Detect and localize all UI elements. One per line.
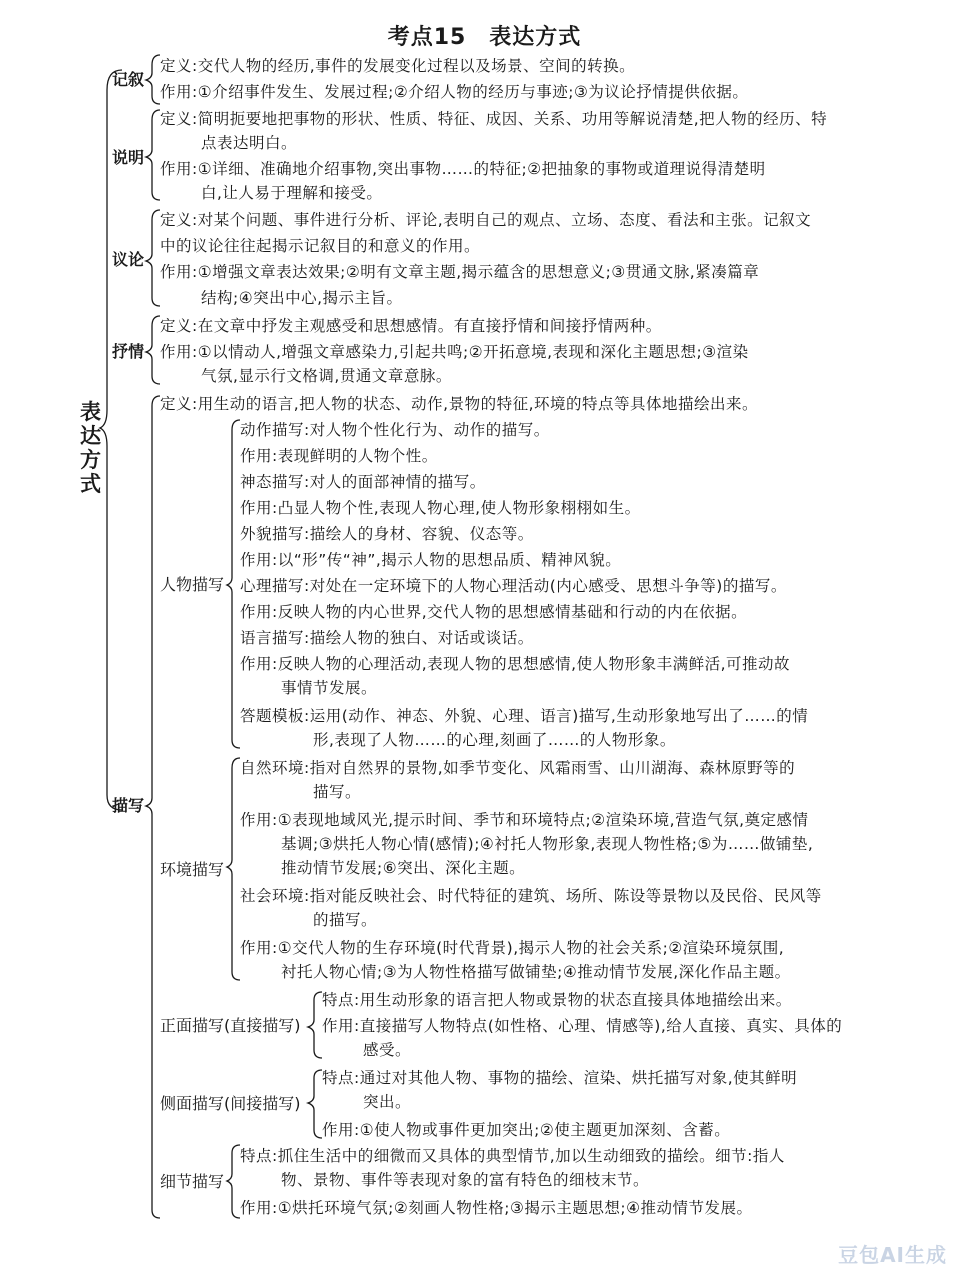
argument-label: 议论 xyxy=(112,250,145,269)
narration-label: 记叙 xyxy=(112,70,145,89)
direct-function-cont: 感受。 xyxy=(363,1041,412,1059)
indirect-feature-cont: 突出。 xyxy=(363,1093,412,1111)
natural-function-cont-1: 基调;③烘托人物心情(感情);④衬托人物形象,表现人物性格;⑤为……做铺垫, xyxy=(281,835,814,853)
exposition-definition: 定义:简明扼要地把事物的形状、性质、特征、成因、关系、功用等解说清楚,把人物的经历、特 xyxy=(160,110,828,128)
action-definition: 动作描写:对人物个性化行为、动作的描写。 xyxy=(240,421,550,439)
social-environment: 社会环境:指对能反映社会、时代特征的建筑、场所、陈设等景物以及民俗、民风等 xyxy=(240,887,822,905)
language-function-cont: 事情节发展。 xyxy=(281,679,378,697)
appearance-function: 作用:以“形”传“神”,揭示人物的思想品质、精神风貌。 xyxy=(240,551,622,569)
argument-bracket xyxy=(146,210,160,306)
language-definition: 语言描写:描绘人物的独白、对话或谈话。 xyxy=(240,629,534,647)
environment-label: 环境描写 xyxy=(160,860,225,879)
lyric-bracket xyxy=(146,316,160,384)
natural-function-cont-2: 推动情节发展;⑥突出、深化主题。 xyxy=(281,859,526,877)
exposition-bracket xyxy=(146,110,160,200)
narration-bracket xyxy=(146,55,160,104)
appearance-definition: 外貌描写:描绘人的身材、容貌、仪态等。 xyxy=(240,525,534,543)
character-label: 人物描写 xyxy=(160,575,225,594)
argument-definition: 定义:对某个问题、事件进行分析、评论,表明自己的观点、立场、态度、看法和主张。记叙文 xyxy=(160,211,812,229)
argument-definition-cont: 中的议论往往起揭示记叙目的和意义的作用。 xyxy=(160,237,481,255)
exposition-label: 说明 xyxy=(112,148,145,167)
environment-bracket xyxy=(227,758,240,980)
lyric-function-cont: 气氛,显示行文格调,贯通文章意脉。 xyxy=(201,367,452,385)
language-function: 作用:反映人物的心理活动,表现人物的思想感情,使人物形象丰满鲜活,可推动故 xyxy=(240,655,791,673)
expression-definition: 神态描写:对人的面部神情的描写。 xyxy=(240,473,486,491)
exposition-function: 作用:①详细、准确地介绍事物,突出事物……的特征;②把抽象的事物或道理说得清楚明 xyxy=(160,160,766,178)
character-bracket xyxy=(227,420,240,748)
argument-function: 作用:①增强文章表达效果;②明有文章主题,揭示蕴含的思想意义;③贯通文脉,紧凑篇章 xyxy=(160,263,760,281)
action-function: 作用:表现鲜明的人物个性。 xyxy=(240,447,438,465)
exposition-function-cont: 白,让人易于理解和接受。 xyxy=(201,184,383,202)
lyric-definition: 定义:在文章中抒发主观感受和思想感情。有直接抒情和间接抒情两种。 xyxy=(160,317,662,335)
lyric-function: 作用:①以情动人,增强文章感染力,引起共鸣;②开拓意境,表现和深化主题思想;③渲染 xyxy=(160,343,749,361)
lyric-label: 抒情 xyxy=(112,342,145,361)
root-label: 表达方式 xyxy=(80,400,101,496)
natural-environment-cont: 描写。 xyxy=(313,783,362,801)
description-definition: 定义:用生动的语言,把人物的状态、动作,景物的特征,环境的特点等具体地描绘出来。 xyxy=(160,395,759,413)
detail-label: 细节描写 xyxy=(160,1172,225,1191)
expression-function: 作用:凸显人物个性,表现人物心理,使人物形象栩栩如生。 xyxy=(240,499,641,517)
answer-template-cont: 形,表现了人物……的心理,刻画了……的人物形象。 xyxy=(313,731,676,749)
direct-function: 作用:直接描写人物特点(如性格、心理、情感等),给人直接、真实、具体的 xyxy=(322,1017,843,1035)
answer-template: 答题模板:运用(动作、神态、外貌、心理、语言)描写,生动形象地写出了……的情 xyxy=(240,707,809,725)
social-function-cont: 衬托人物心情;③为人物性格描写做铺垫;④推动情节发展,深化作品主题。 xyxy=(281,963,791,981)
psychology-function: 作用:反映人物的内心世界,交代人物的思想感情基础和行动的内在依据。 xyxy=(240,603,748,621)
natural-function: 作用:①表现地域风光,提示时间、季节和环境特点;②渲染环境,营造气氛,奠定感情 xyxy=(240,811,809,829)
social-function: 作用:①交代人物的生存环境(时代背景),揭示人物的社会关系;②渲染环境氛围, xyxy=(240,939,785,957)
direct-bracket xyxy=(308,992,322,1058)
detail-feature: 特点:抓住生活中的细微而又具体的典型情节,加以生动细致的描绘。细节:指人 xyxy=(240,1147,785,1165)
social-environment-cont: 的描写。 xyxy=(313,911,378,929)
detail-bracket xyxy=(227,1145,240,1218)
argument-function-cont: 结构;④突出中心,揭示主旨。 xyxy=(201,289,403,307)
indirect-bracket xyxy=(308,1070,322,1138)
direct-feature: 特点:用生动形象的语言把人物或景物的状态直接具体地描绘出来。 xyxy=(322,991,792,1009)
natural-environment: 自然环境:指对自然界的景物,如季节变化、风霜雨雪、山川湖海、森林原野等的 xyxy=(240,759,796,777)
indirect-feature: 特点:通过对其他人物、事物的描绘、渲染、烘托描写对象,使其鲜明 xyxy=(322,1069,798,1087)
psychology-definition: 心理描写:对处在一定环境下的人物心理活动(内心感受、思想斗争等)的描写。 xyxy=(240,577,787,595)
indirect-label: 侧面描写(间接描写) xyxy=(160,1094,301,1113)
description-label: 描写 xyxy=(112,796,145,815)
root-bracket xyxy=(100,70,122,810)
indirect-function: 作用:①使人物或事件更加突出;②使主题更加深刻、含蓄。 xyxy=(322,1121,731,1139)
direct-label: 正面描写(直接描写) xyxy=(160,1016,301,1035)
page-title: 考点15 表达方式 xyxy=(387,25,582,50)
detail-feature-cont: 物、景物、事件等表现对象的富有特色的细枝末节。 xyxy=(281,1171,650,1189)
narration-function: 作用:①介绍事件发生、发展过程;②介绍人物的经历与事迹;③为议论抒情提供依据。 xyxy=(160,83,749,101)
description-bracket xyxy=(146,396,160,1218)
exposition-definition-cont: 点表达明白。 xyxy=(201,134,298,152)
narration-definition: 定义:交代人物的经历,事件的发展变化过程以及场景、空间的转换。 xyxy=(160,57,636,75)
detail-function: 作用:①烘托环境气氛;②刻画人物性格;③揭示主题思想;④推动情节发展。 xyxy=(240,1199,753,1217)
watermark: 豆包AI生成 xyxy=(838,1243,947,1267)
